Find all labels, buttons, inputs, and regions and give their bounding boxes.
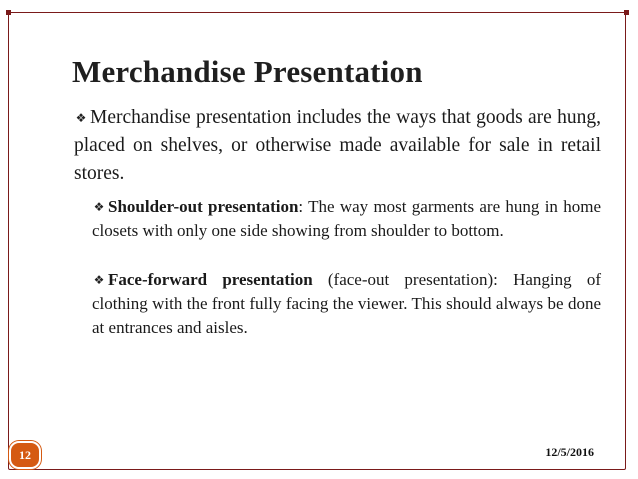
slide-title: Merchandise Presentation	[72, 54, 423, 89]
frame-corner-decoration	[624, 10, 629, 15]
sub-bullet-shoulder-out	[92, 195, 601, 243]
bullet-text: (face-out presentation): Hanging of clothing with the front fully facing the viewer. This should always be done at entrances and aisles.	[92, 270, 601, 337]
diamond-bullet-icon: ❖	[93, 273, 105, 287]
intro-text: Merchandise presentation includes the ways that goods are hung, placed on shelves, or otherwise made available for sale in retail stores.	[74, 107, 601, 184]
sub-bullet-face-forward	[92, 268, 601, 340]
bullet-term: Face-forward presentation	[108, 270, 313, 289]
frame-corner-decoration	[6, 10, 11, 15]
bullet-text: The way most garments are hung in home closets with only one side showing from shoulder to bottom.	[92, 197, 601, 240]
intro-bullet	[74, 104, 601, 188]
diamond-bullet-icon: ❖	[75, 111, 87, 125]
slide-date: 12/5/2016	[545, 445, 594, 459]
page-number-badge: 12	[9, 441, 41, 469]
bullet-term: Shoulder-out presentation	[108, 197, 299, 216]
bullet-separator: :	[298, 197, 304, 216]
diamond-bullet-icon: ❖	[93, 200, 105, 214]
